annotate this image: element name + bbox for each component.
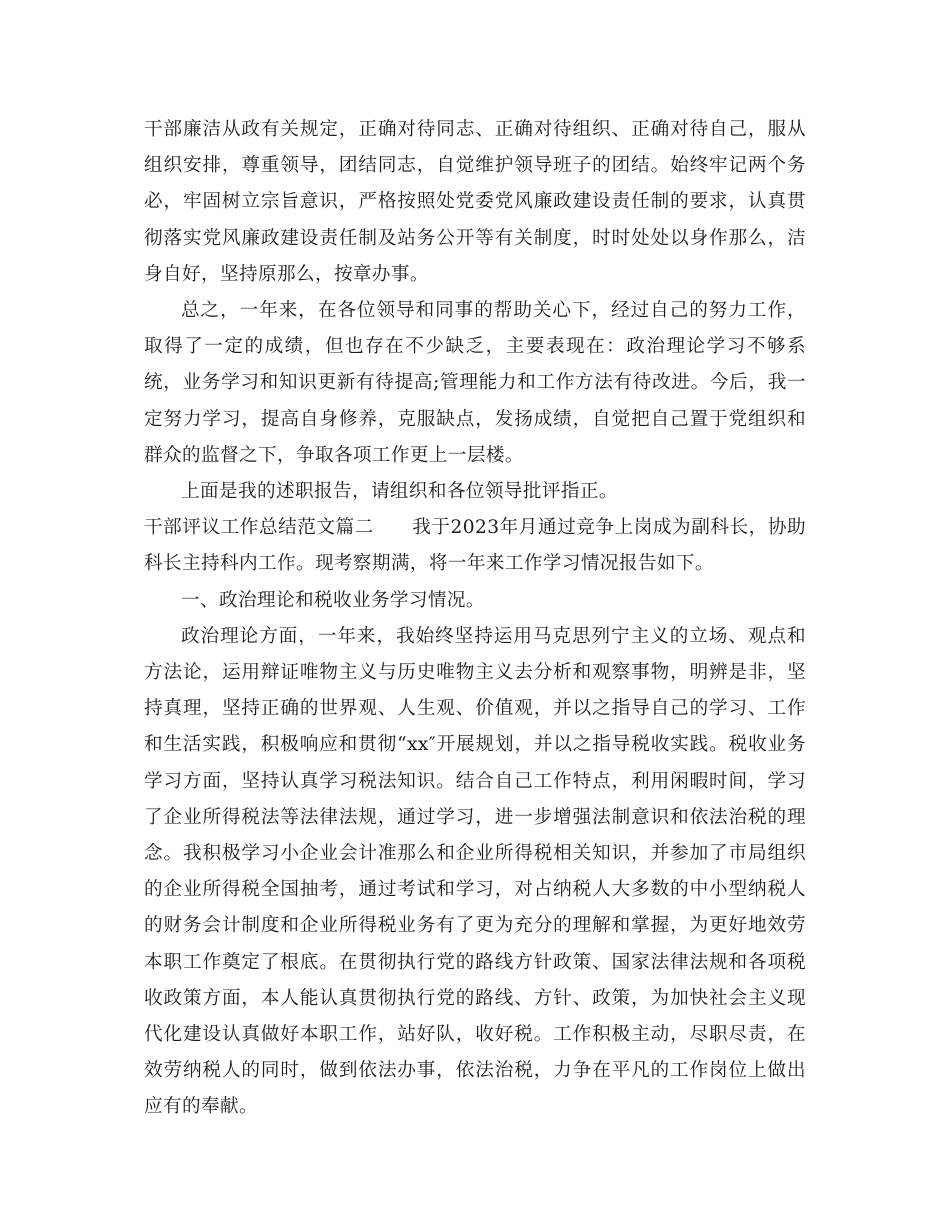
paragraph-political-theory: 政治理论方面，一年来，我始终坚持运用马克思列宁主义的立场、观点和方法论，运用辩证唯物主义与历史唯物主义去分析和观察事物，明辨是非，坚持真理，坚持正确的世界观、人生观、价值观，并以之指导自己的学习、工作和生活实践，积极响应和贯彻“xx″开展规划，并以之指导税收实践。税收业务学习方面，坚持认真学习税法知识。结合自己工作特点，利用闲暇时间，学习了企业所得税法等法律法规，通过学习，进一步增强法制意识和依法治税的理念。我积极学习小企业会计准那么和企业所得税相关知识，并参加了市局组织的企业所得税全国抽考，通过考试和学习，对占纳税人大多数的中小型纳税人的财务会计制度和企业所得税业务有了更为充分的理解和掌握，为更好地效劳本职工作奠定了根底。在贯彻执行党的路线方针政策、国家法律法规和各项税收政策方面，本人能认真贯彻执行党的路线、方针、政策，为加快社会主义现代化建设认真做好本职工作，站好队，收好税。工作积极主动，尽职尽责，在效劳纳税人的同时，做到依法办事，依法治税，力争在平凡的工作岗位上做出应有的奉献。 <box>144 625 806 1118</box>
section-heading-political-study: 一、政治理论和税收业务学习情况。 <box>181 589 485 611</box>
paragraph-closing: 上面是我的述职报告，请组织和各位领导批评指正。 <box>181 481 618 503</box>
paragraph-summary: 总之，一年来，在各位领导和同事的帮助关心下，经过自己的努力工作，取得了一定的成绩，但也存在不少缺乏，主要表现在：政治理论学习不够系统，业务学习和知识更新有待提高;管理能力和工作方法有待改进。今后，我一定努力学习，提高自身修养，克服缺点，发扬成绩，自觉把自己置于党组织和群众的监督之下，争取各项工作更上一层楼。 <box>144 300 806 466</box>
paragraph-section-two-intro: 干部评议工作总结范文篇二 我于2023年月通过竞争上岗成为副科长，协助科长主持科内工作。现考察期满，将一年来工作学习情况报告如下。 <box>144 517 806 575</box>
paragraph-integrity: 干部廉洁从政有关规定，正确对待同志、正确对待组织、正确对待自己，服从组织安排，尊重领导，团结同志，自觉维护领导班子的团结。始终牢记两个务必，牢固树立宗旨意识，严格按照处党委党风廉政建设责任制的要求，认真贯彻落实党风廉政建设责任制及站务公开等有关制度，时时处处以身作那么，洁身自好，坚持原那么，按章办事。 <box>144 119 806 285</box>
document-body <box>144 112 806 1126</box>
